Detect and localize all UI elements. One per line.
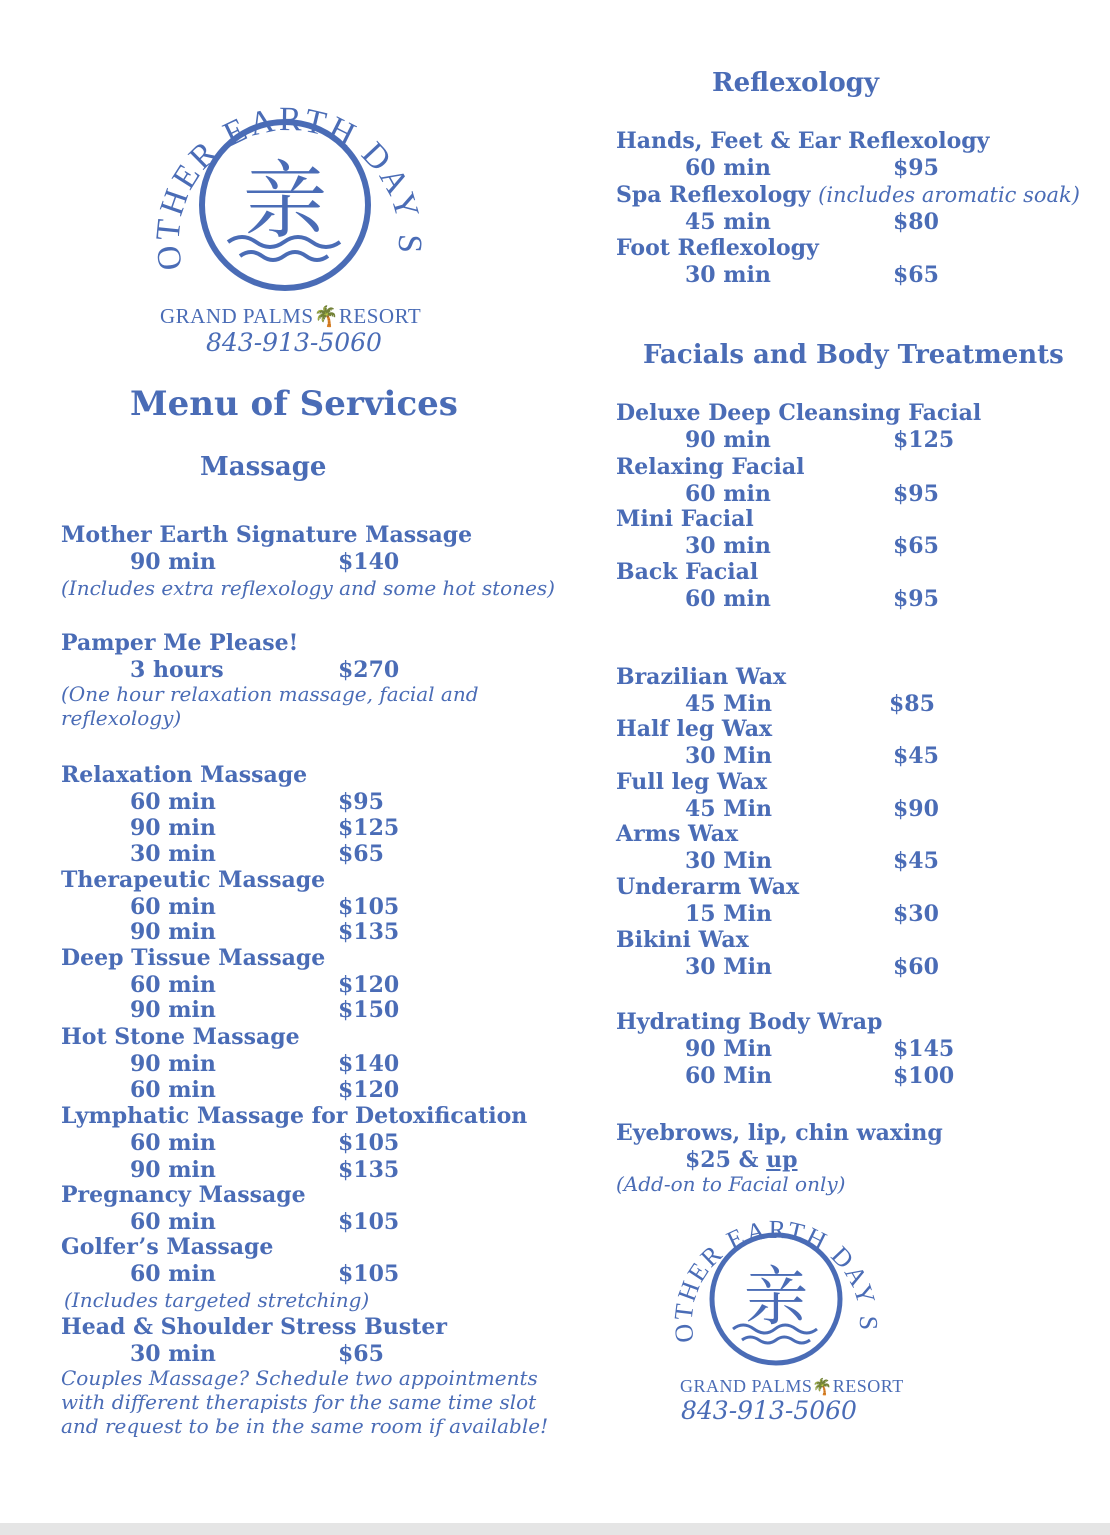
service-note: (Includes extra reflexology and some hot stones): [61, 576, 555, 600]
service-price: $95: [338, 789, 384, 815]
service-duration: 60 Min: [685, 1063, 772, 1089]
service-name: Spa Reflexology (includes aromatic soak): [616, 182, 1080, 208]
service-price: $140: [338, 549, 400, 575]
service-note: (Includes targeted stretching): [64, 1288, 370, 1312]
service-price: $90: [893, 796, 939, 822]
service-note: reflexology): [61, 706, 182, 730]
service-name: Hydrating Body Wrap: [616, 1009, 883, 1035]
service-price: $60: [893, 954, 939, 980]
service-name: Hot Stone Massage: [61, 1024, 300, 1050]
service-duration: 90 min: [130, 815, 216, 841]
service-duration: 45 min: [685, 209, 771, 235]
massage-heading: Massage: [200, 452, 327, 482]
couples-note: and request to be in the same room if available!: [61, 1414, 549, 1438]
spa-logo-emblem: [140, 70, 430, 300]
service-price: $65: [338, 841, 384, 867]
service-price: $65: [893, 533, 939, 559]
service-name: Lymphatic Massage for Detoxification: [61, 1103, 528, 1129]
service-price: $100: [893, 1063, 955, 1089]
couples-note: Couples Massage? Schedule two appointments: [61, 1366, 538, 1390]
service-name: Underarm Wax: [616, 874, 800, 900]
service-name: Deluxe Deep Cleansing Facial: [616, 400, 982, 426]
service-duration: 60 min: [130, 1130, 216, 1156]
service-duration: 30 min: [685, 262, 771, 288]
service-price: $105: [338, 1130, 400, 1156]
service-name: Foot Reflexology: [616, 235, 819, 261]
resort-name-bottom: GRAND PALMS🌴RESORT: [680, 1376, 904, 1396]
service-price: $80: [893, 209, 939, 235]
page-title: Menu of Services: [130, 384, 458, 424]
service-duration: 90 Min: [685, 1036, 772, 1062]
service-duration: 30 Min: [685, 848, 772, 874]
service-name: Mother Earth Signature Massage: [61, 522, 473, 548]
palm-tree-icon: 🌴: [812, 1379, 833, 1396]
service-duration: 30 min: [685, 533, 771, 559]
service-price: $150: [338, 997, 400, 1023]
service-price: $125: [338, 815, 400, 841]
reflexology-heading: Reflexology: [712, 68, 879, 98]
service-name: Full leg Wax: [616, 769, 768, 795]
service-duration: 60 min: [130, 972, 216, 998]
service-price: $105: [338, 1261, 400, 1287]
logo-arc-text: OTHER EARTH DAY S: [149, 101, 429, 273]
service-duration: 30 min: [130, 841, 216, 867]
service-duration: 60 min: [130, 1209, 216, 1235]
service-name: Pregnancy Massage: [61, 1182, 306, 1208]
service-duration: 3 hours: [130, 657, 224, 683]
service-price: $105: [338, 1209, 400, 1235]
service-price: $85: [889, 691, 935, 717]
service-name: Golfer’s Massage: [61, 1234, 274, 1260]
service-price: $45: [893, 743, 939, 769]
service-duration: 90 min: [130, 549, 216, 575]
service-duration: 90 min: [685, 427, 771, 453]
bottom-scroll-bar: [0, 1523, 1110, 1535]
service-price: $120: [338, 1077, 400, 1103]
service-price: $30: [893, 901, 939, 927]
service-price: $45: [893, 848, 939, 874]
phone-bottom: 843-913-5060: [681, 1396, 857, 1425]
service-duration: 90 min: [130, 997, 216, 1023]
service-name: Mini Facial: [616, 506, 754, 532]
service-name: Half leg Wax: [616, 716, 773, 742]
service-name: Pamper Me Please!: [61, 630, 299, 656]
service-name: Deep Tissue Massage: [61, 945, 326, 971]
resort-name-top: GRAND PALMS🌴RESORT: [160, 304, 422, 328]
service-price: $25 & up: [685, 1147, 798, 1173]
service-duration: 30 Min: [685, 743, 772, 769]
service-name: Back Facial: [616, 559, 759, 585]
service-duration: 60 min: [130, 789, 216, 815]
service-price: $270: [338, 657, 400, 683]
couples-note: with different therapists for the same time slot: [61, 1390, 537, 1414]
service-duration: 90 min: [130, 1051, 216, 1077]
service-duration: 60 min: [685, 481, 771, 507]
service-price: $120: [338, 972, 400, 998]
service-price: $65: [338, 1341, 384, 1367]
service-duration: 60 min: [130, 894, 216, 920]
service-name: Relaxing Facial: [616, 454, 805, 480]
service-name: Brazilian Wax: [616, 664, 787, 690]
service-duration: 90 min: [130, 919, 216, 945]
service-duration: 15 Min: [685, 901, 772, 927]
service-name: Bikini Wax: [616, 927, 749, 953]
service-note: (One hour relaxation massage, facial and: [61, 682, 479, 706]
spa-logo-emblem: [665, 1195, 885, 1375]
service-duration: 45 Min: [685, 691, 772, 717]
service-price: $95: [893, 586, 939, 612]
logo-top: [140, 70, 430, 300]
service-duration: 60 min: [685, 155, 771, 181]
service-duration: 60 min: [685, 586, 771, 612]
service-duration: 45 Min: [685, 796, 772, 822]
service-duration: 90 min: [130, 1157, 216, 1183]
service-duration: 60 min: [130, 1261, 216, 1287]
service-price: $95: [893, 155, 939, 181]
service-name: Eyebrows, lip, chin waxing: [616, 1120, 943, 1146]
service-name: Hands, Feet & Ear Reflexology: [616, 128, 990, 154]
logo-bottom: [665, 1195, 885, 1375]
service-note: (Add-on to Facial only): [616, 1172, 846, 1196]
phone-top: 843-913-5060: [206, 328, 382, 357]
service-price: $65: [893, 262, 939, 288]
service-name: Arms Wax: [616, 821, 739, 847]
service-duration: 30 Min: [685, 954, 772, 980]
service-price: $135: [338, 1157, 400, 1183]
service-price: $140: [338, 1051, 400, 1077]
logo-glyph: 亲: [242, 152, 328, 250]
service-name: Head & Shoulder Stress Buster: [61, 1314, 447, 1340]
logo-glyph: 亲: [744, 1261, 808, 1335]
service-duration: 30 min: [130, 1341, 216, 1367]
service-name: Relaxation Massage: [61, 762, 308, 788]
logo-arc-text: OTHER EARTH DAY S: [668, 1214, 884, 1345]
service-duration: 60 min: [130, 1077, 216, 1103]
service-price: $105: [338, 894, 400, 920]
facials-heading: Facials and Body Treatments: [643, 340, 1064, 370]
service-price: $125: [893, 427, 955, 453]
service-price: $135: [338, 919, 400, 945]
service-price: $95: [893, 481, 939, 507]
service-name: Therapeutic Massage: [61, 867, 326, 893]
service-price: $145: [893, 1036, 955, 1062]
palm-tree-icon: 🌴: [313, 306, 339, 328]
